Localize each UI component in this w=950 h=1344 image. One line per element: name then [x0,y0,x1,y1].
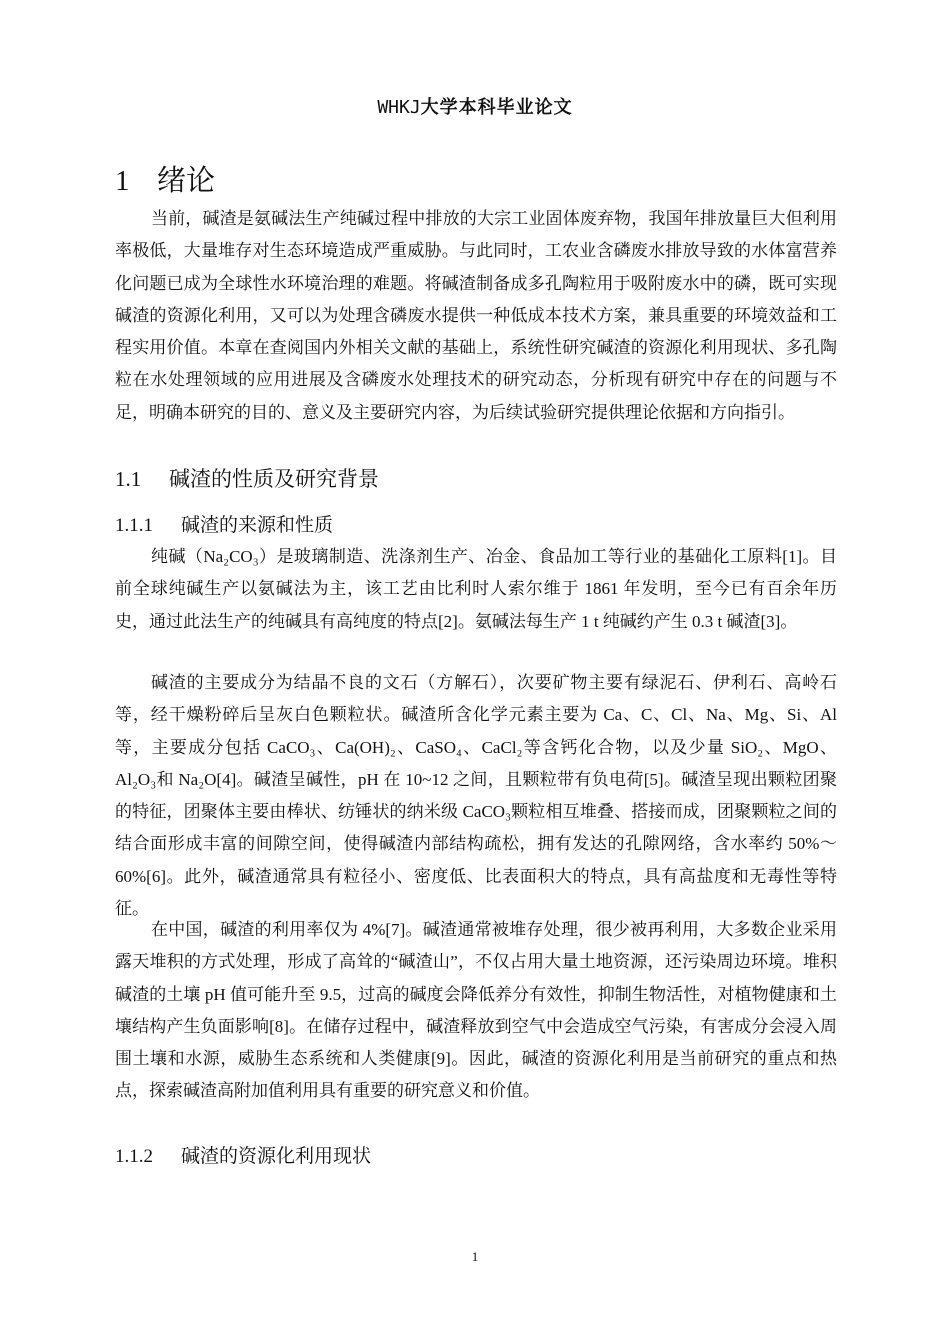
running-header [0,93,950,119]
chapter-title [115,158,215,199]
subsection-number: 1.1.2 [115,1146,153,1167]
paragraph-utilization: 在中国，碱渣的利用率仅为 4%[7]。碱渣通常被堆存处理，很少被再利用，大多数企业采用露天堆积的方式处理，形成了高耸的“碱渣山”，不仅占用大量土地资源，还污染周边环境。堆积碱渣的土壤 pH 值可能升至 9.5，过高的碱度会降低养分有效性，抑制生物活性，对植物健康和土壤结构产生负面影响[8]。在储存过程中，碱渣释放到空气中会造成空气污染，有害成分会浸入周围土壤和水源，威胁生态系统和人类健康[9]。因此，碱渣的资源化利用是当前研究的重点和热点，探索碱渣高附加值利用具有重要的研究意义和价值。 [115,920,837,1101]
header-latin: WHKJ [377,97,421,118]
section-heading-1-1-1 [115,510,333,537]
chapter-title-text: 绪论 [157,163,216,197]
section-heading-1-1 [115,463,379,493]
paragraph-composition: 碱渣的主要成分为结晶不良的文石（方解石），次要矿物主要有绿泥石、伊利石、高岭石等，经干燥粉碎后呈灰白色颗粒状。碱渣所含化学元素主要为 Ca、C、Cl、Na、Mg、Si、Al 等，主要成分包括 CaCO₃、Ca(OH)₂、CaSO₄、CaCl₂等含钙化合物，以及少量 SiO₂、MgO、Al₂O₃和 Na₂O[4]。碱渣呈碱性，pH 在 10~12 之间，且颗粒带有负电荷[5]。碱渣呈现出颗粒团聚的特征，团聚体主要由棒状、纺锤状的纳米级 CaCO₃颗粒相互堆叠、搭接而成，团聚颗粒之间的结合面形成丰富的间隙空间，使得碱渣内部结构疏松，拥有发达的孔隙网络，含水率约 50%～60%[6]。此外，碱渣通常具有粒径小、密度低、比表面积大的特点，具有高盐度和无毒性等特征。 [115,673,837,919]
subsection-number: 1.1.1 [115,515,153,536]
page-number: 1 [471,1249,479,1264]
chapter-number: 1 [115,165,130,197]
header-title: 大学本科毕业论文 [420,97,573,118]
paragraph-intro: 当前，碱渣是氨碱法生产纯碱过程中排放的大宗工业固体废弃物，我国年排放量巨大但利用率极低，大量堆存对生态环境造成严重威胁。与此同时，工农业含磷废水排放导致的水体富营养化问题已成为全球性水环境治理的难题。将碱渣制备成多孔陶粒用于吸附废水中的磷，既可实现碱渣的资源化利用，又可以为处理含磷废水提供一种低成本技术方案，兼具重要的环境效益和工程实用价值。本章在查阅国内外相关文献的基础上，系统性研究碱渣的资源化利用现状、多孔陶粒在水处理领域的应用进展及含磷废水处理技术的研究动态，分析现有研究中存在的问题与不足，明确本研究的目的、意义及主要研究内容，为后续试验研究提供理论依据和方向指引。 [115,209,837,422]
section-heading-1-1-2 [115,1141,371,1168]
subsection-title: 碱渣的资源化利用现状 [181,1145,372,1167]
paragraph-soda-ash: 纯碱（Na₂CO₃）是玻璃制造、洗涤剂生产、冶金、食品加工等行业的基础化工原料[1]。目前全球纯碱生产以氨碱法为主，该工艺由比利时人索尔维于 1861 年发明，至今已有百余年历史，通过此法生产的纯碱具有高纯度的特点[2]。氨碱法每生产 1 t 纯碱约产生 0.3 t 碱渣[3]。 [115,547,837,631]
section-title: 碱渣的性质及研究背景 [169,467,379,491]
section-number: 1.1 [115,467,142,491]
subsection-title: 碱渣的来源和性质 [181,514,334,536]
